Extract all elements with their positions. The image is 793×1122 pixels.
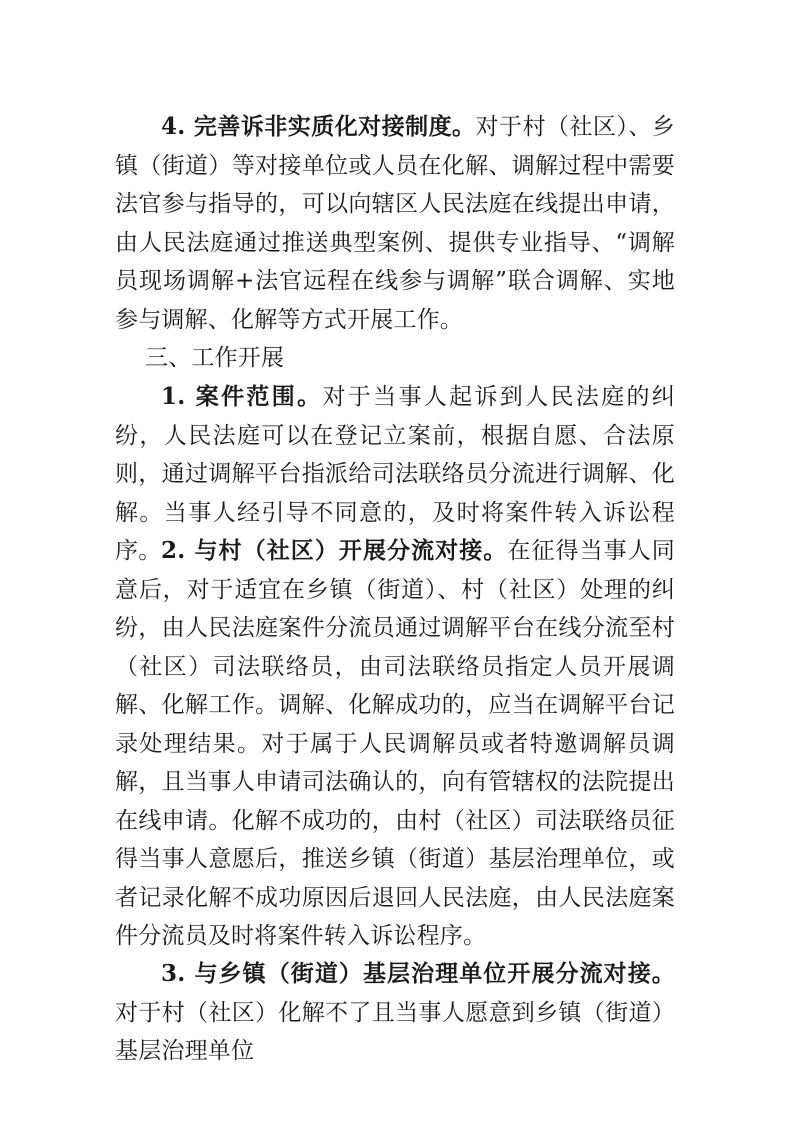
paragraph-section-4 xyxy=(115,108,675,339)
paragraph-lead: 4. 完善诉非实质化对接制度。 xyxy=(161,113,476,140)
paragraph-body: 对于村（社区）化解不了且当事人愿意到乡镇（街道）基层治理单位 xyxy=(115,999,675,1064)
section-heading: 三、工作开展 xyxy=(145,345,285,371)
paragraph-lead: 2. 与村（社区）开展分流对接。 xyxy=(161,537,508,564)
paragraph-item-2 xyxy=(115,532,675,956)
paragraph-body: 对于村（社区）、乡镇（街道）等对接单位或人员在化解、调解过程中需要法官参与指导的，可以向辖区人民法庭在线提出申请，由人民法庭通过推送典型案例、提供专业指导、“调解员现场调解+法官远程在线参与调解”联合调解、实地参与调解、化解等方式开展工作。 xyxy=(115,114,675,333)
paragraph-body: 对于当事人起诉到人民法庭的纠纷，人民法庭可以在登记立案前，根据自愿、合法原则，通过调解平台指派给司法联络员分流进行调解、化解。当事人经引导不同意的，及时将案件转入诉讼程序。 xyxy=(115,384,675,564)
paragraph-body: 在征得当事人同意后，对于适宜在乡镇（街道）、村（社区）处理的纠纷，由人民法庭案件分流员通过调解平台在线分流至村（社区）司法联络员，由司法联络员指定人员开展调解、化解工作。调解、化解成功的，应当在调解平台记录处理结果。对于属于人民调解员或者特邀调解员调解，且当事人申请司法确认的，向有管辖权的法院提出在线申请。化解不成功的，由村（社区）司法联络员征得当事人意愿后，推送乡镇（街道）基层治理单位，或者记录化解不成功原因后退回人民法庭，由人民法庭案件分流员及时将案件转入诉讼程序。 xyxy=(115,538,676,949)
paragraph-lead: 1. 案件范围。 xyxy=(161,383,323,410)
paragraph-lead: 3. 与乡镇（街道）基层治理单位开展分流对接。 xyxy=(161,960,675,987)
paragraph-item-3 xyxy=(115,955,675,1071)
